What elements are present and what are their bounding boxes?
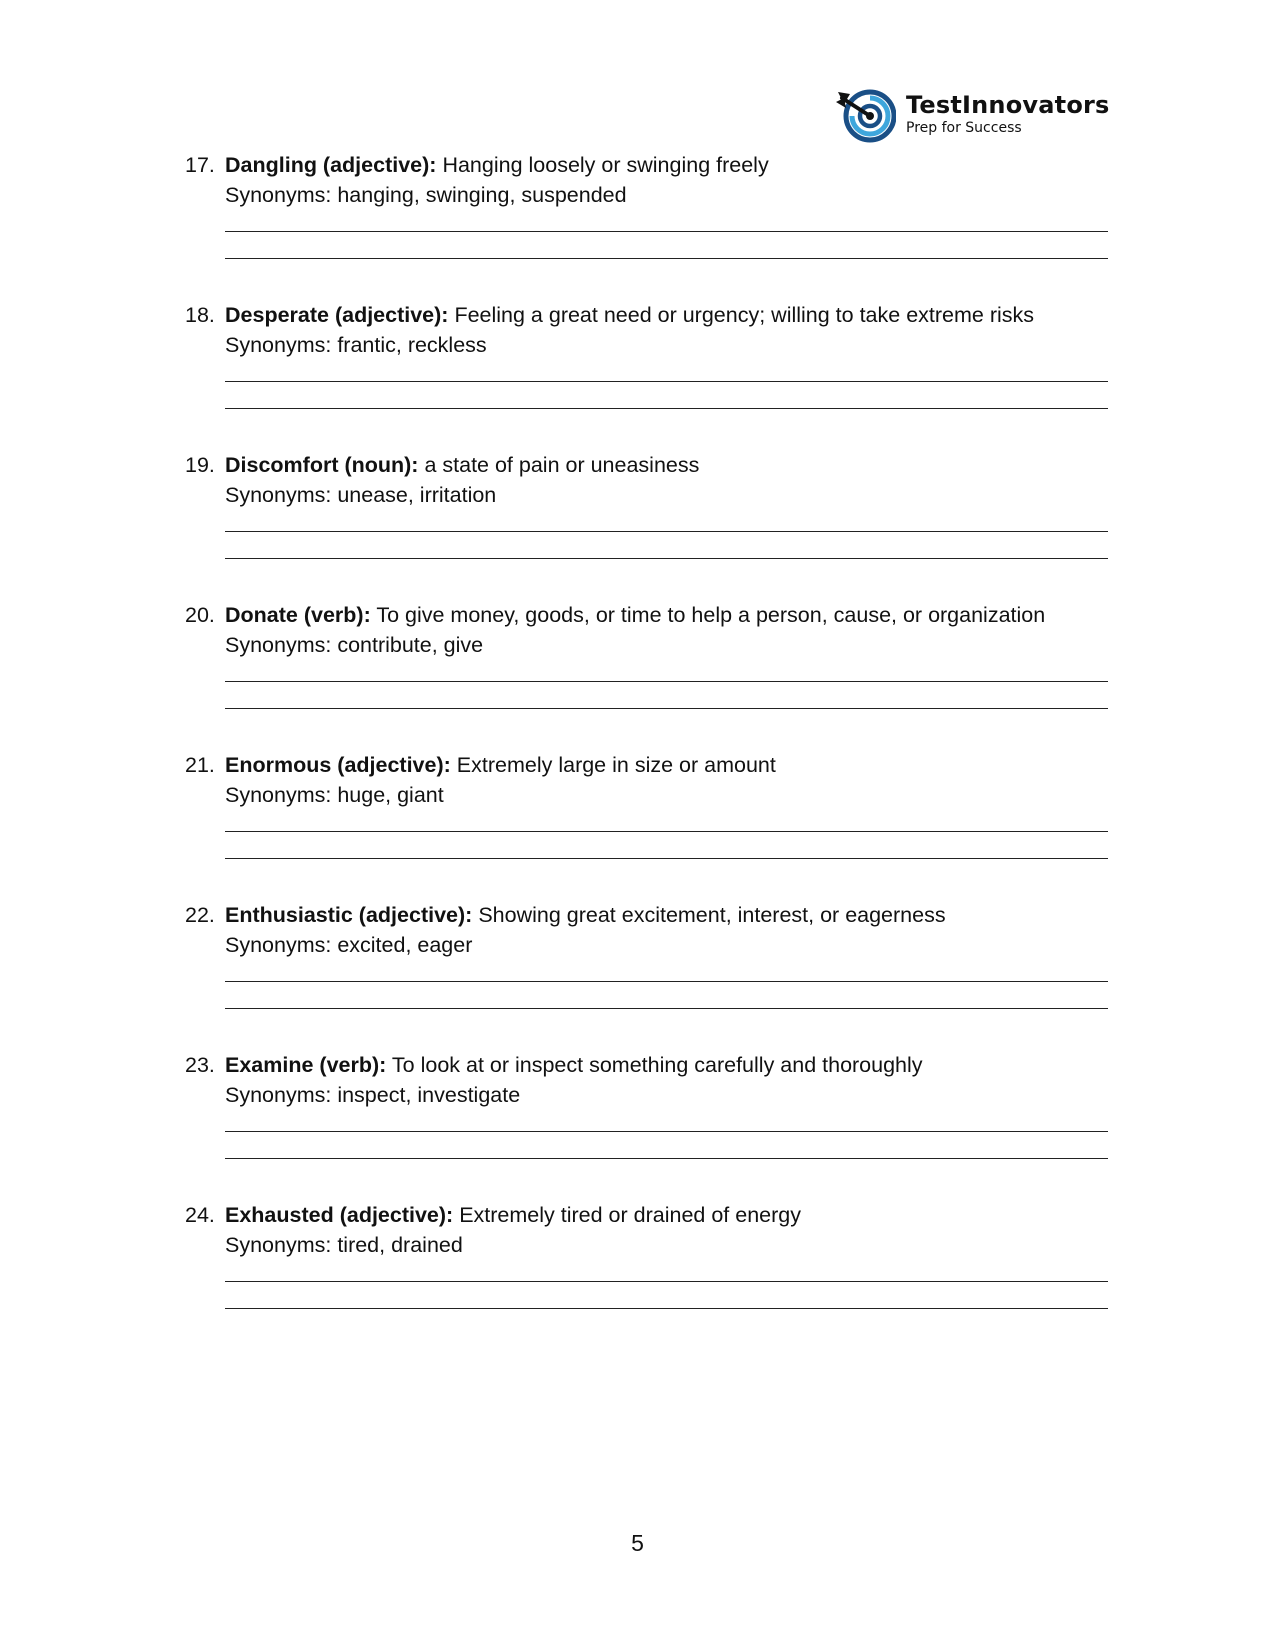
vocab-entry	[185, 900, 1115, 1040]
entry-term: Donate (verb):	[225, 603, 371, 627]
entry-definition: Extremely tired or drained of energy	[459, 1203, 801, 1227]
entry-definition: To look at or inspect something carefully and thoroughly	[391, 1053, 923, 1077]
entry-synonyms: Synonyms: inspect, investigate	[225, 1083, 521, 1107]
answer-line[interactable]	[225, 231, 1108, 232]
entry-definition-line	[225, 900, 946, 930]
entry-definition: To give money, goods, or time to help a person, cause, or organization	[376, 603, 1046, 627]
entry-definition: Hanging loosely or swinging freely	[442, 153, 769, 177]
answer-line[interactable]	[225, 1008, 1108, 1009]
vocab-entry	[185, 750, 1115, 890]
entry-number: 20.	[185, 603, 215, 627]
entry-synonyms: Synonyms: tired, drained	[225, 1233, 463, 1257]
vocab-entry	[185, 450, 1115, 590]
entry-definition: Feeling a great need or urgency; willing to take extreme risks	[454, 303, 1035, 327]
entry-number: 22.	[185, 903, 215, 927]
entry-definition: a state of pain or uneasiness	[424, 453, 700, 477]
entry-number: 23.	[185, 1053, 215, 1077]
entry-term: Enthusiastic (adjective):	[225, 903, 473, 927]
entry-synonyms: Synonyms: huge, giant	[225, 783, 444, 807]
vocab-entry	[185, 300, 1115, 440]
vocab-entry	[185, 600, 1115, 740]
entry-definition-line	[225, 1200, 801, 1230]
entry-term: Examine (verb):	[225, 1053, 387, 1077]
entry-definition-line	[225, 300, 1034, 330]
logo-name: TestInnovators	[906, 91, 1110, 119]
vocab-entry	[185, 1200, 1115, 1340]
entry-number: 21.	[185, 753, 215, 777]
answer-line[interactable]	[225, 708, 1108, 709]
entry-synonyms: Synonyms: excited, eager	[225, 933, 473, 957]
vocab-entry	[185, 1050, 1115, 1190]
entry-synonyms: Synonyms: hanging, swinging, suspended	[225, 183, 627, 207]
entry-term: Discomfort (noun):	[225, 453, 419, 477]
entry-term: Exhausted (adjective):	[225, 1203, 454, 1227]
entry-definition-line	[225, 600, 1045, 630]
entry-synonyms: Synonyms: frantic, reckless	[225, 333, 487, 357]
entry-definition-line	[225, 1050, 923, 1080]
entry-synonyms: Synonyms: contribute, give	[225, 633, 484, 657]
answer-line[interactable]	[225, 981, 1108, 982]
entry-synonyms: Synonyms: unease, irritation	[225, 483, 497, 507]
entry-number: 18.	[185, 303, 215, 327]
answer-line[interactable]	[225, 381, 1108, 382]
answer-line[interactable]	[225, 1131, 1108, 1132]
page-number: 5	[631, 1530, 644, 1556]
answer-line[interactable]	[225, 408, 1108, 409]
vocab-entry	[185, 150, 1115, 290]
answer-line[interactable]	[225, 858, 1108, 859]
logo-tagline: Prep for Success	[906, 120, 1022, 136]
answer-line[interactable]	[225, 681, 1108, 682]
entry-definition-line	[225, 150, 769, 180]
entry-definition: Extremely large in size or amount	[456, 753, 776, 777]
answer-line[interactable]	[225, 1281, 1108, 1282]
answer-line[interactable]	[225, 1158, 1108, 1159]
entry-definition-line	[225, 450, 699, 480]
entry-number: 17.	[185, 153, 215, 177]
answer-line[interactable]	[225, 831, 1108, 832]
answer-line[interactable]	[225, 531, 1108, 532]
entry-term: Desperate (adjective):	[225, 303, 449, 327]
entry-term: Enormous (adjective):	[225, 753, 451, 777]
answer-line[interactable]	[225, 1308, 1108, 1309]
answer-line[interactable]	[225, 258, 1108, 259]
answer-line[interactable]	[225, 558, 1108, 559]
entry-term: Dangling (adjective):	[225, 153, 437, 177]
entry-definition: Showing great excitement, interest, or eagerness	[478, 903, 946, 927]
entry-definition-line	[225, 750, 776, 780]
entry-number: 19.	[185, 453, 215, 477]
entry-number: 24.	[185, 1203, 215, 1227]
